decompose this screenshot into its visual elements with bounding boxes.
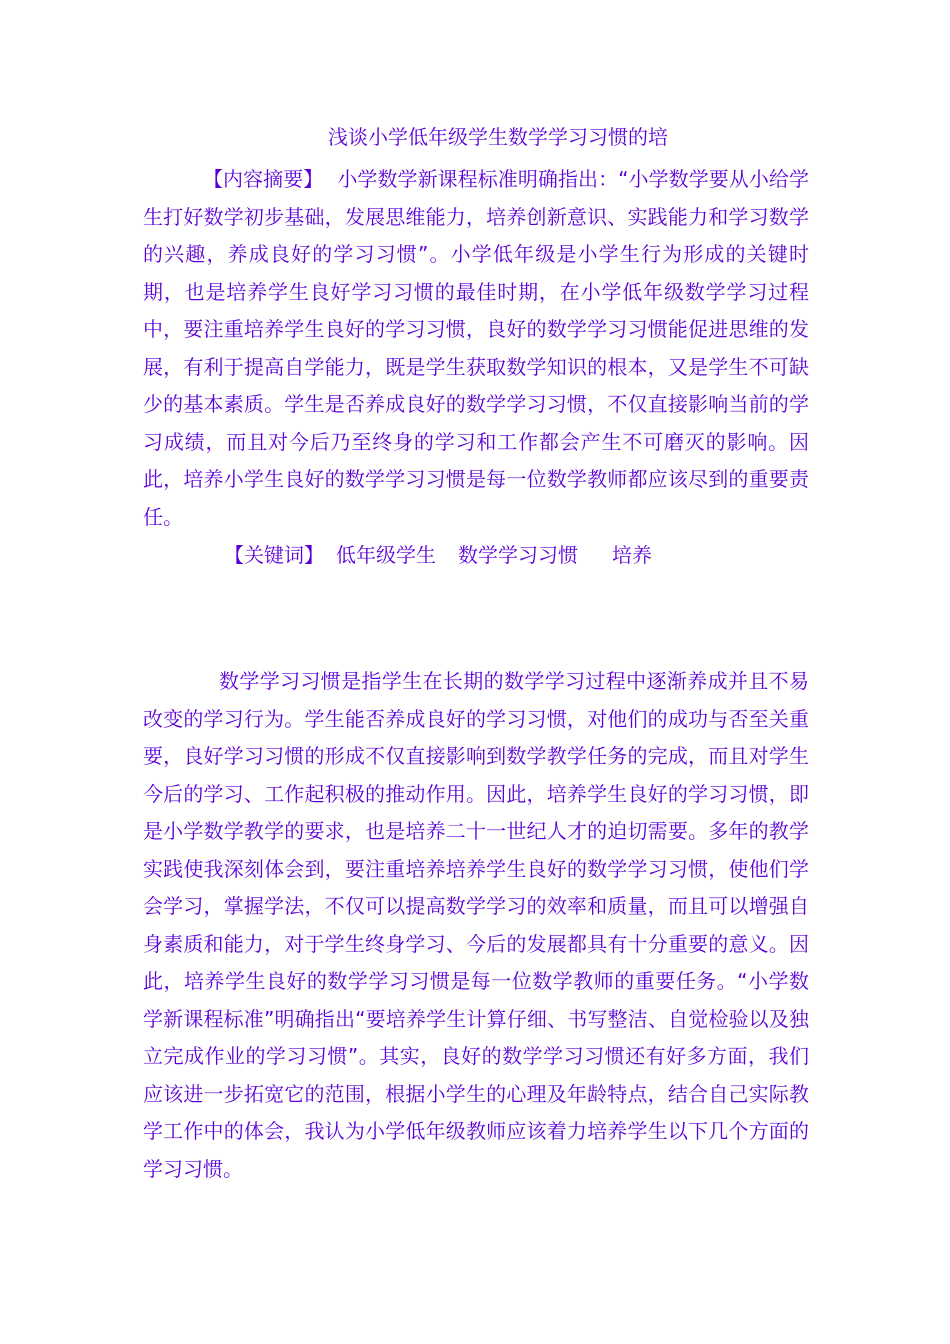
keyword-item: 培养 — [612, 543, 652, 567]
abstract-paragraph — [143, 161, 809, 536]
abstract-label: 【内容摘要】 — [203, 167, 324, 191]
document-title: 浅谈小学低年级学生数学学习习惯的培 — [328, 125, 668, 149]
body-paragraph: 数学学习习惯是指学生在长期的数学学习过程中逐渐养成并且不易改变的学习行为。学生能否养成良好的学习习惯，对他们的成功与否至关重要，良好学习习惯的形成不仅直接影响到数学教学任务的完成，而且对学生今后的学习、工作起积极的推动作用。因此，培养学生良好的学习习惯，即是小学数学教学的要求，也是培养二十一世纪人才的迫切需要。多年的教学实践使我深刻体会到，要注重培养培养学生良好的数学学习习惯，使他们学会学习，掌握学法，不仅可以提高数学学习的效率和质量，而且可以增强自身素质和能力，对于学生终身学习、今后的发展都具有十分重要的意义。因此，培养学生良好的数学学习习惯是每一位数学教师的重要任务。“小学数学新课程标准”明确指出“要培养学生计算仔细、书写整洁、自觉检验以及独立完成作业的学习习惯”。其实，良好的数学学习习惯还有好多方面，我们应该进一步拓宽它的范围，根据小学生的心理及年龄特点，结合自己实际教学工作中的体会，我认为小学低年级教师应该着力培养学生以下几个方面的学习习惯。 — [143, 669, 809, 1181]
keyword-item: 低年级学生 — [336, 543, 436, 567]
keywords-label: 【关键词】 — [224, 543, 324, 567]
keywords-line — [224, 540, 652, 570]
keyword-item: 数学学习习惯 — [458, 543, 578, 567]
abstract-text: 小学数学新课程标准明确指出：“小学数学要从小给学生打好数学初步基础，发展思维能力，培养创新意识、实践能力和学习数学的兴趣，养成良好的学习习惯”。小学低年级是小学生行为形成的关键时期，也是培养学生良好学习习惯的最佳时期，在小学低年级数学学习过程中，要注重培养学生良好的学习习惯，良好的数学学习习惯能促进思维的发展，有利于提高自学能力，既是学生获取数学知识的根本，又是学生不可缺少的基本素质。学生是否养成良好的数学学习习惯，不仅直接影响当前的学习成绩，而且对今后乃至终身的学习和工作都会产生不可磨灭的影响。因此，培养小学生良好的数学学习习惯是每一位数学教师都应该尽到的重要责任。 — [143, 167, 809, 529]
